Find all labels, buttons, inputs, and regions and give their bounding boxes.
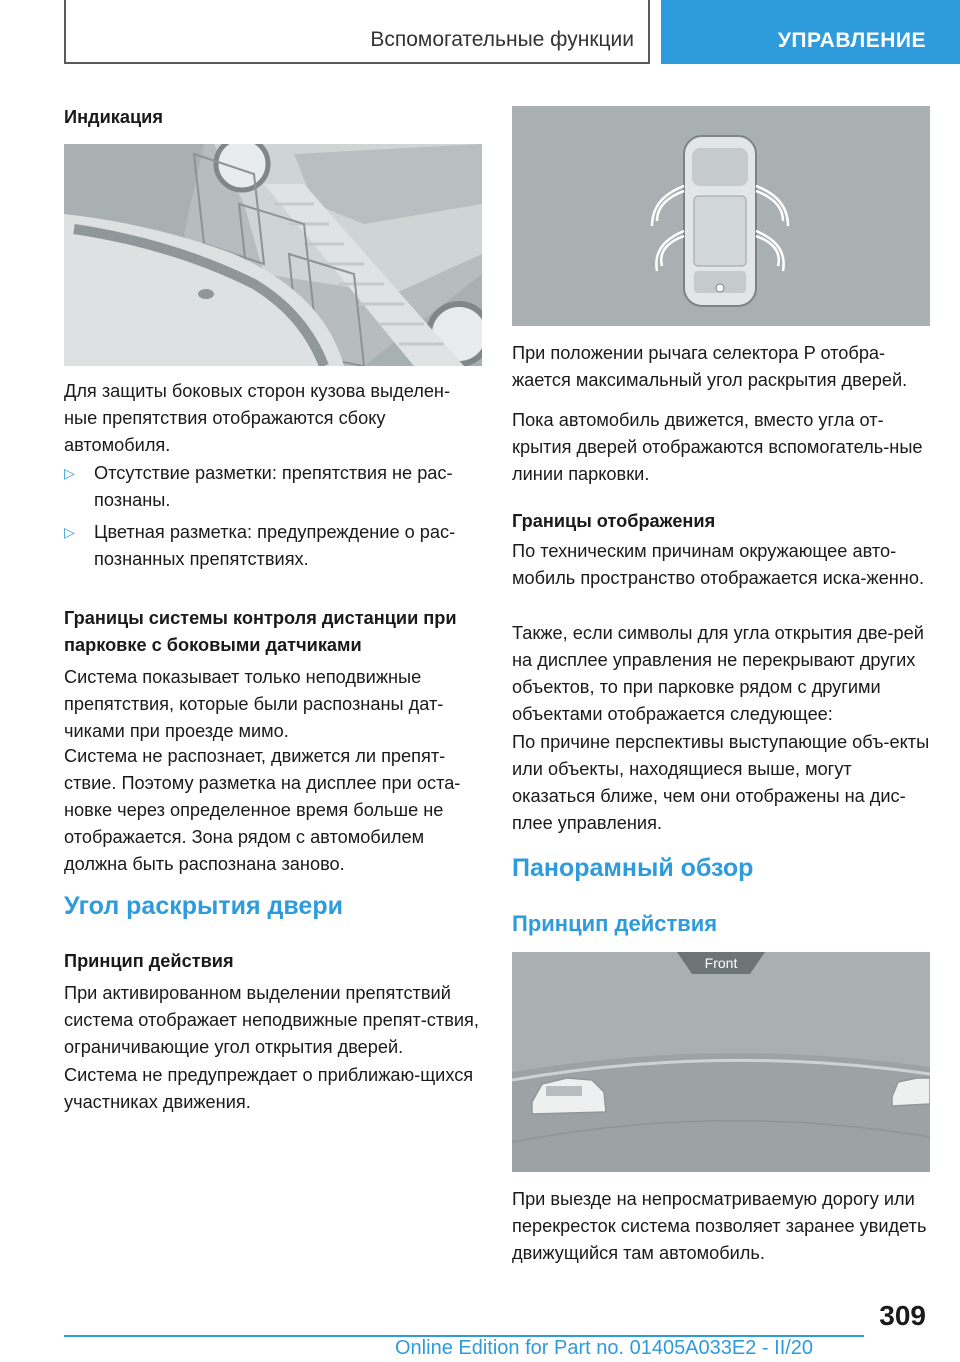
page-number: 309: [879, 1300, 926, 1331]
principle-heading-right: Принцип действия: [512, 911, 718, 936]
principle-paragraph-1: При активированном выделении препятствий система отображает неподвижные препят-ствия, ограничивающие угол открытия дверей.: [64, 983, 479, 1057]
door-angle-illustration: [512, 106, 930, 326]
door-angle-paragraph-2: Пока автомобиль движется, вместо угла от-крытия дверей отображаются вспомогатель-ные линии парковки.: [512, 410, 923, 484]
bullet-text: Цветная разметка: предупреждение о рас-познанных препятствиях.: [94, 522, 456, 569]
system-limits-heading: Границы системы контроля дистанции при парковке с боковыми датчиками: [64, 608, 457, 655]
panorama-illustration: [512, 952, 930, 1172]
principle-paragraph-2: Система не предупреждает о приближаю-щихся участниках движения.: [64, 1065, 474, 1112]
system-limits-paragraph-1: Система показывает только неподвижные препятствия, которые были распознаны дат-чиками при проезде мимо.: [64, 667, 444, 741]
bullet-item: [64, 460, 482, 516]
triangle-bullet-icon: ▷: [64, 524, 75, 540]
bullet-text: Отсутствие разметки: препятствия не рас-познаны.: [94, 463, 453, 510]
front-camera-label: Front: [704, 955, 738, 971]
door-angle-heading: Угол раскрытия двери: [64, 892, 343, 920]
panorama-heading: Панорамный обзор: [512, 854, 754, 882]
edition-note: Online Edition for Part no. 01405A033E2 - II/20: [395, 1337, 814, 1359]
header-chapter-box: [661, 0, 960, 64]
display-limits-heading: Границы отображения: [512, 511, 716, 531]
side-sensor-figure: [64, 144, 482, 366]
header-section-title: Вспомогательные функции: [370, 28, 634, 51]
system-limits-paragraph-2: Система не распознает, движется ли препят-ствие. Поэтому разметка на дисплее при оста-новке через определенное время больше не отображается. Зона рядом с автомобилем должна быть распознана заново.: [64, 746, 461, 874]
panorama-paragraph: При выезде на непросматриваемую дорогу или перекресток система позволяет заранее увидеть движущийся там автомобиль.: [512, 1189, 927, 1263]
door-angle-paragraph-1: При положении рычага селектора P отобра-жается максимальный угол раскрытия дверей.: [512, 343, 908, 390]
bullet-item: [64, 519, 482, 575]
indication-paragraph: Для защиты боковых сторон кузова выделен-ные препятствия отображаются сбоку автомобиля.: [64, 381, 451, 455]
display-limits-paragraph-3: По причине перспективы выступающие объ-екты или объекты, находящиеся выше, могут оказаться ближе, чем они отображены на дис-плее управления.: [512, 732, 930, 833]
indication-heading: Индикация: [64, 107, 163, 127]
triangle-bullet-icon: ▷: [64, 465, 75, 481]
display-limits-paragraph-1: По техническим причинам окружающее авто-мобиль пространство отображается иска-женно.: [512, 541, 924, 588]
header-section-box: [64, 0, 650, 64]
display-limits-paragraph-2: Также, если символы для угла открытия две-рей на дисплее управления не перекрывают других объектов, то при парковке рядом с другими объектами отображается следующее:: [512, 623, 924, 724]
header-chapter-title: УПРАВЛЕНИЕ: [777, 29, 926, 52]
principle-heading-left: Принцип действия: [64, 951, 234, 971]
panorama-figure: [512, 952, 930, 1172]
door-angle-figure: [512, 106, 930, 326]
side-sensor-illustration: [64, 144, 482, 366]
